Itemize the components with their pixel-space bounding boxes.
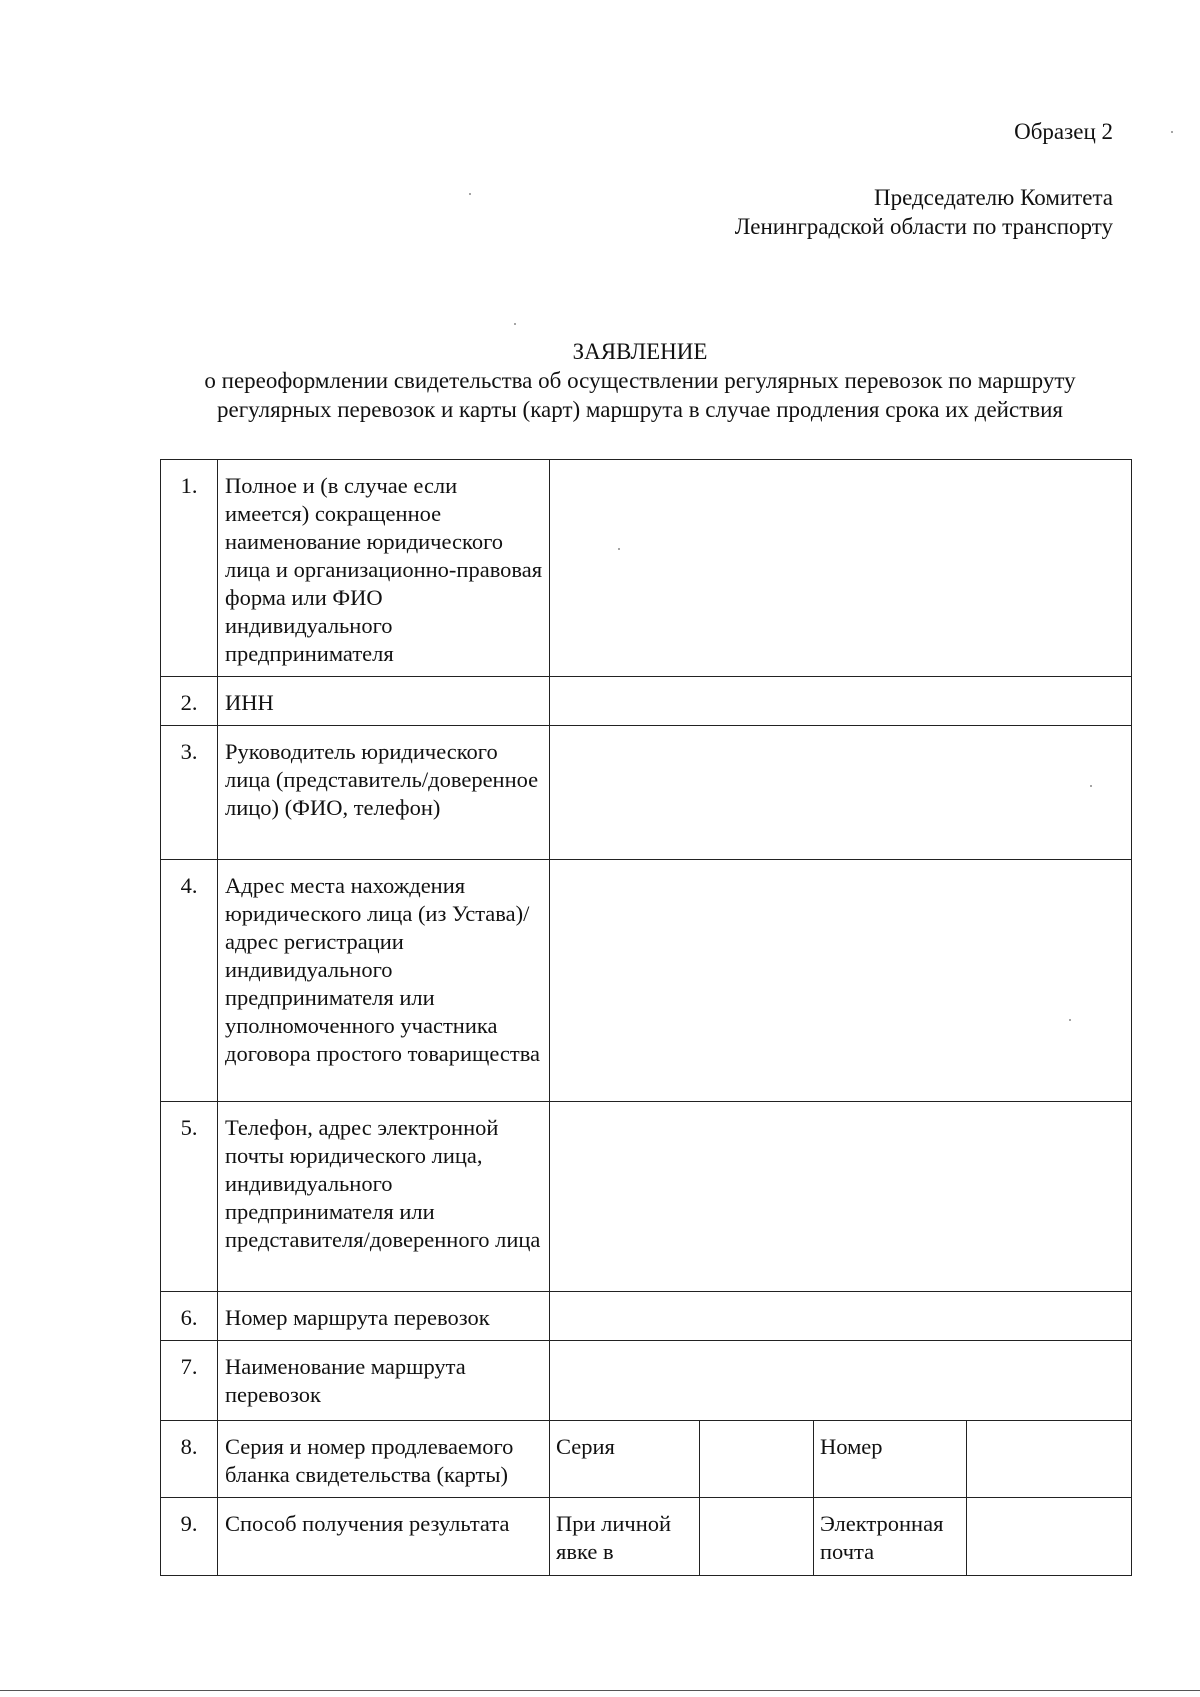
row-number: 6.	[161, 1292, 218, 1341]
row-number: 7.	[161, 1341, 218, 1421]
row-value-field[interactable]	[550, 1341, 1132, 1421]
row-number: 5.	[161, 1102, 218, 1292]
email-option-label: Электронная почта	[814, 1498, 967, 1576]
row-label: Наименование маршрута перевозок	[218, 1341, 550, 1421]
row-label: Полное и (в случае если имеется) сокращенное наименование юридического лица и организационно-правовая форма или ФИО индивидуального предпринимателя	[218, 460, 550, 677]
application-form-table	[160, 459, 1132, 1576]
document-title	[120, 337, 1160, 424]
scan-speck	[469, 193, 471, 195]
addressee	[735, 183, 1113, 241]
row-value-field[interactable]	[550, 860, 1132, 1102]
addressee-line: Председателю Комитета	[873, 185, 1113, 210]
row-number: 1.	[161, 460, 218, 677]
row-label: Телефон, адрес электронной почты юридического лица, индивидуального предпринимателя или представителя/доверенного лица	[218, 1102, 550, 1292]
number-label: Номер	[814, 1421, 967, 1498]
table-row	[161, 1341, 1132, 1421]
table-row	[161, 860, 1132, 1102]
title-subline: регулярных перевозок и карты (карт) маршрута в случае продления срока их действия	[217, 397, 1063, 422]
table-row	[161, 1498, 1132, 1576]
row-label: Номер маршрута перевозок	[218, 1292, 550, 1341]
row-number: 2.	[161, 677, 218, 726]
row-number: 3.	[161, 726, 218, 860]
row-label: Серия и номер продлеваемого бланка свидетельства (карты)	[218, 1421, 550, 1498]
row-value-field[interactable]	[550, 1102, 1132, 1292]
row-value-field[interactable]	[550, 677, 1132, 726]
series-label: Серия	[550, 1421, 700, 1498]
email-option-field[interactable]	[967, 1498, 1132, 1576]
row-value-field[interactable]	[550, 1292, 1132, 1341]
table-row	[161, 1421, 1132, 1498]
addressee-line: Ленинградской области по транспорту	[734, 214, 1113, 239]
row-label: Руководитель юридического лица (представитель/доверенное лицо) (ФИО, телефон)	[218, 726, 550, 860]
table-row	[161, 1102, 1132, 1292]
series-field[interactable]	[700, 1421, 814, 1498]
title-heading: ЗАЯВЛЕНИЕ	[572, 339, 708, 364]
table-row	[161, 677, 1132, 726]
row-label: Способ получения результата	[218, 1498, 550, 1576]
row-value-field[interactable]	[550, 726, 1132, 860]
title-subline: о переоформлении свидетельства об осуществлении регулярных перевозок по маршруту	[204, 368, 1076, 393]
in-person-option-field[interactable]	[700, 1498, 814, 1576]
scan-speck	[618, 548, 620, 550]
scan-speck	[1069, 1019, 1071, 1021]
row-number: 8.	[161, 1421, 218, 1498]
scan-speck	[514, 323, 516, 325]
row-label: ИНН	[218, 677, 550, 726]
page-bottom-edge	[0, 1690, 1200, 1691]
row-value-field[interactable]	[550, 460, 1132, 677]
row-number: 9.	[161, 1498, 218, 1576]
scan-speck	[1171, 131, 1173, 133]
table-row	[161, 726, 1132, 860]
sample-label: Образец 2	[1014, 119, 1113, 144]
scan-speck	[1090, 785, 1092, 787]
row-label: Адрес места нахождения юридического лица (из Устава)/адрес регистрации индивидуального предпринимателя или уполномоченного участника договора простого товарищества	[218, 860, 550, 1102]
row-number: 4.	[161, 860, 218, 1102]
table-row	[161, 460, 1132, 677]
table-row	[161, 1292, 1132, 1341]
number-field[interactable]	[967, 1421, 1132, 1498]
in-person-option-label: При личной явке в	[550, 1498, 700, 1576]
